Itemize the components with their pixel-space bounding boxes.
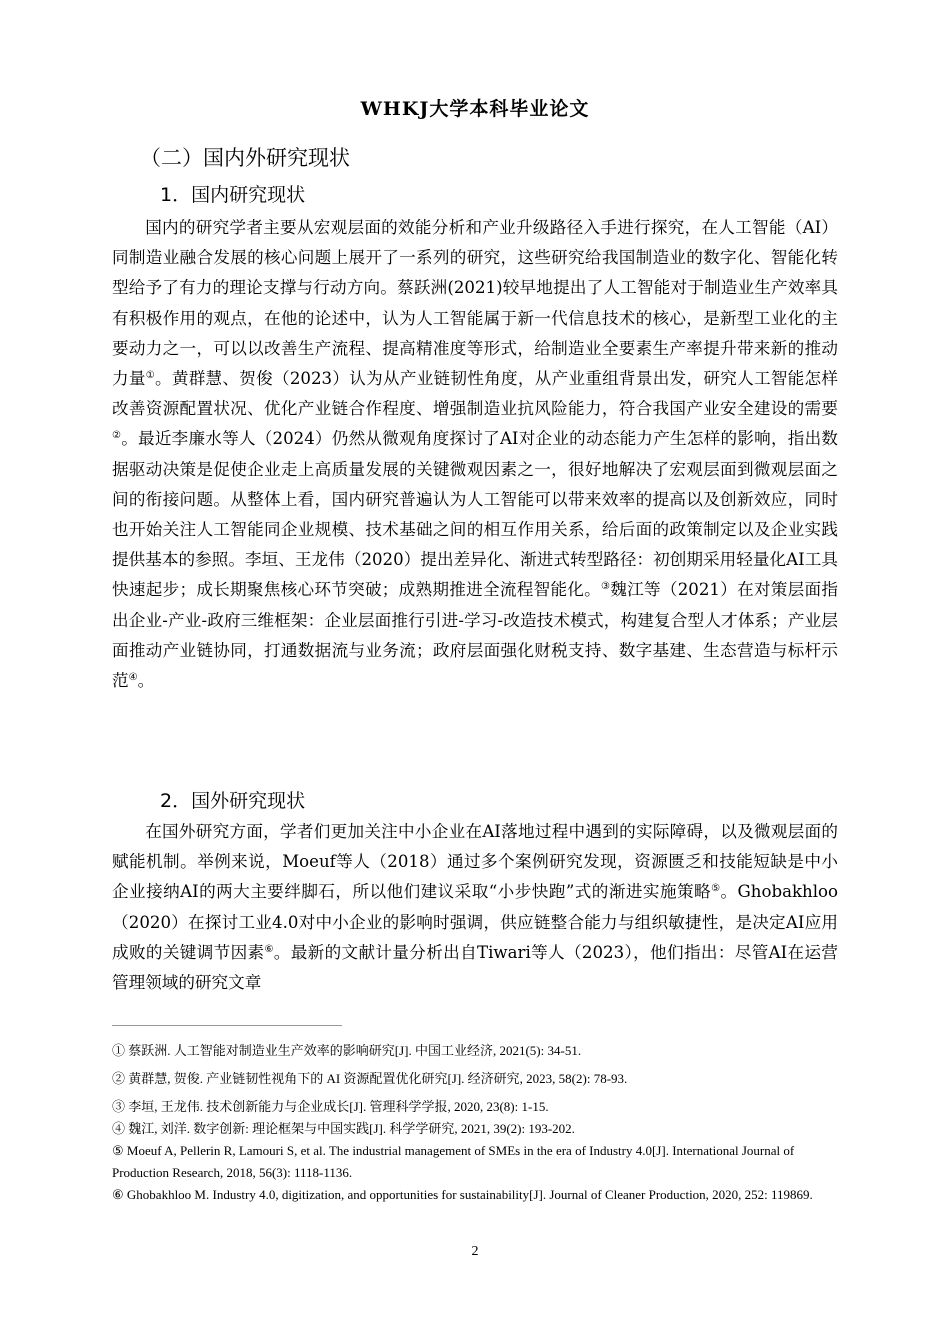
footnote-3: ③ 李垣, 王龙伟. 技术创新能力与企业成长[J]. 管理科学学报, 2020, 23(8): 1-15.: [112, 1099, 549, 1114]
footnote-marker-4: ④: [128, 672, 138, 684]
subsection-heading-foreign: 2．国外研究现状: [160, 790, 306, 812]
footnote-marker-3: ③: [601, 581, 611, 593]
footnotes: [112, 1040, 840, 1206]
footnote-1: ① 蔡跃洲. 人工智能对制造业生产效率的影响研究[J]. 中国工业经济, 2021(5): 34-51.: [112, 1043, 582, 1058]
footnote-marker-5: ⑤: [711, 883, 721, 895]
footnote-2: ② 黄群慧, 贺俊. 产业链韧性视角下的 AI 资源配置优化研究[J]. 经济研究, 2023, 58(2): 78-93.: [112, 1071, 628, 1086]
footnote-5: ⑤ Moeuf A, Pellerin R, Lamouri S, et al. The industrial management of SMEs in the era of Industry 4.0[J]. International Journal of Production Research, 2018, 56(3): 1118-1136.: [112, 1143, 795, 1180]
subsection-heading-domestic: 1．国内研究现状: [160, 184, 306, 206]
page-number: 2: [471, 1244, 479, 1259]
footnote-4: ④ 魏江, 刘洋. 数字创新: 理论框架与中国实践[J]. 科学学研究, 2021, 39(2): 193-202.: [112, 1121, 575, 1136]
foreign-paragraph: 在国外研究方面，学者们更加关注中小企业在AI落地过程中遇到的实际障碍，以及微观层面的赋能机制。举例来说，Moeuf等人（2018）通过多个案例研究发现，资源匮乏和技能短缺是中小企业接纳AI的两大主要绊脚石，所以他们建议采取“小步快跑”式的渐进实施策略⑤。Ghobakhloo（2020）在探讨工业4.0对中小企业的影响时强调，供应链整合能力与组织敏捷性，是决定AI应用成败的关键调节因素⑥。最新的文献计量分析出自Tiwari等人（2023），他们指出：尽管AI在运营管理领域的研究文章: [112, 822, 838, 993]
running-header: WHKJ大学本科毕业论文: [360, 98, 590, 120]
footnote-marker-2: ②: [112, 430, 122, 442]
domestic-paragraph: 国内的研究学者主要从宏观层面的效能分析和产业升级路径入手进行探究，在人工智能（AI）同制造业融合发展的核心问题上展开了一系列的研究，这些研究给我国制造业的数字化、智能化转型给予了有力的理论支撑与行动方向。蔡跃洲(2021)较早地提出了人工智能对于制造业生产效率具有积极作用的观点，在他的论述中，认为人工智能属于新一代信息技术的核心，是新型工业化的主要动力之一，可以以改善生产流程、提高精准度等形式，给制造业全要素生产率提升带来新的推动力量①。黄群慧、贺俊（2023）认为从产业链韧性角度，从产业重组背景出发，研究人工智能怎样改善资源配置状况、优化产业链合作程度、增强制造业抗风险能力，符合我国产业安全建设的需要②。最近李廉水等人（2024）仍然从微观角度探讨了AI对企业的动态能力产生怎样的影响，指出数据驱动决策是促使企业走上高质量发展的关键微观因素之一，很好地解决了宏观层面到微观层面之间的衔接问题。从整体上看，国内研究普遍认为人工智能可以带来效率的提高以及创新效应，同时也开始关注人工智能同企业规模、技术基础之间的相互作用关系，给后面的政策制定以及企业实践提供基本的参照。李垣、王龙伟（2020）提出差异化、渐进式转型路径：初创期采用轻量化AI工具快速起步；成长期聚焦核心环节突破；成熟期推进全流程智能化。③魏江等（2021）在对策层面指出企业-产业-政府三维框架：企业层面推行引进-学习-改造技术模式，构建复合型人才体系；产业层面推动产业链协同，打通数据流与业务流；政府层面强化财税支持、数字基建、生态营造与标杆示范④。: [112, 218, 838, 691]
footnote-marker-6: ⑥: [264, 943, 274, 955]
footnote-separator: [112, 1025, 342, 1026]
footnote-6: ⑥ Ghobakhloo M. Industry 4.0, digitization, and opportunities for sustainability[J]. Journal of Cleaner Production, 2020, 252: 119869.: [112, 1187, 813, 1202]
footnote-marker-1: ①: [145, 370, 155, 382]
section-heading: （二）国内外研究现状: [140, 146, 350, 170]
